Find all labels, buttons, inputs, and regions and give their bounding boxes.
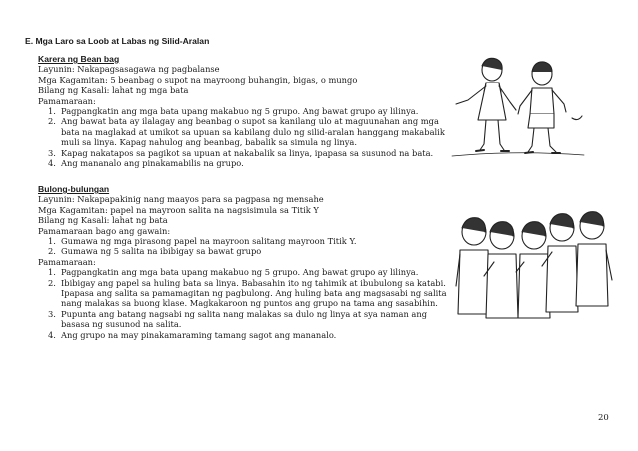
list-item: 3. Kapag nakatapos sa pagikot sa upuan at nakabalik sa linya, ipapasa sa susunod na bata.: [48, 147, 434, 158]
walking-children-illustration: [446, 52, 588, 162]
game2-bago-label: Pamamaraan bago ang gawain:: [38, 225, 171, 236]
whispering-children-illustration: [454, 206, 614, 324]
list-item: 2. Ibibigay ang papel sa huling bata sa linya. Babasahin ito ng tahimik at ibubulong sa katabi. Ipapasa ang salita sa pamamagitan ng pagbulong. Ang huling bata ang magsasabi ng salita nang malakas sa buong klase. Magkakaroon ng puntos ang grupo na tama ang sasabihin.: [48, 277, 447, 309]
game-karera-section: [38, 54, 458, 168]
list-item: 1. Pagpangkatin ang mga bata upang makabuo ng 5 grupo. Ang bawat grupo ay lilinya.: [48, 106, 419, 117]
game2-pamamaraan-label: Pamamaraan:: [38, 256, 96, 267]
game2-kagamitan: Mga Kagamitan: papel na mayroon salita na nagsisimula sa Titik Y: [38, 204, 319, 215]
game1-kagamitan: Mga Kagamitan: 5 beanbag o supot na mayroong buhangin, bigas, o mungo: [38, 74, 358, 85]
game1-pamamaraan-label: Pamamaraan:: [38, 95, 96, 106]
list-item: 1. Pagpangkatin ang mga bata upang makabuo ng 5 grupo. Ang bawat grupo ay lilinya.: [48, 267, 419, 278]
game2-title: Bulong-bulungan: [38, 184, 110, 194]
list-item: 4. Ang grupo na may pinakamaraming tamang sagot ang mananalo.: [48, 329, 337, 340]
list-item: 2. Ang bawat bata ay ilalagay ang beanbag o supot sa kanilang ulo at maguunahan ang mga bata na maglakad at umikot sa upuan sa kabilang dulo ng silid-aralan hanggang makabalik muli sa linya. Kapag nahulog ang beanbag, babalik sa simula ng linya.: [48, 116, 445, 148]
game2-layunin: Layunin: Nakapapakinig nang maayos para sa pagpasa ng mensahe: [38, 194, 324, 205]
list-item: 1. Gumawa ng mga pirasong papel na mayroon salitang mayroon Titik Y.: [48, 236, 357, 247]
game2-kasali: Bilang ng Kasali: lahat ng bata: [38, 215, 168, 226]
game2-steps: [38, 267, 458, 340]
page-number: 20: [598, 413, 609, 423]
section-title: E. Mga Laro sa Loob at Labas ng Silid-Aralan: [25, 36, 210, 46]
list-item: 3. Pupunta ang batang nagsabi ng salita nang malakas sa dulo ng linya at sya naman ang basasa ng susunod na salita.: [48, 308, 428, 330]
game1-kasali: Bilang ng Kasali: lahat ng mga bata: [38, 85, 189, 96]
list-item: 2. Gumawa ng 5 salita na ibibigay sa bawat grupo: [48, 246, 262, 257]
game1-steps: [38, 106, 458, 168]
game1-layunin: Layunin: Nakapagsasagawa ng pagbalanse: [38, 64, 220, 75]
game1-title: Karera ng Bean bag: [38, 54, 120, 64]
game-bulong-section: [38, 184, 458, 340]
game2-bago-steps: [38, 236, 458, 257]
list-item: 4. Ang mananalo ang pinakamabilis na grupo.: [48, 158, 244, 169]
